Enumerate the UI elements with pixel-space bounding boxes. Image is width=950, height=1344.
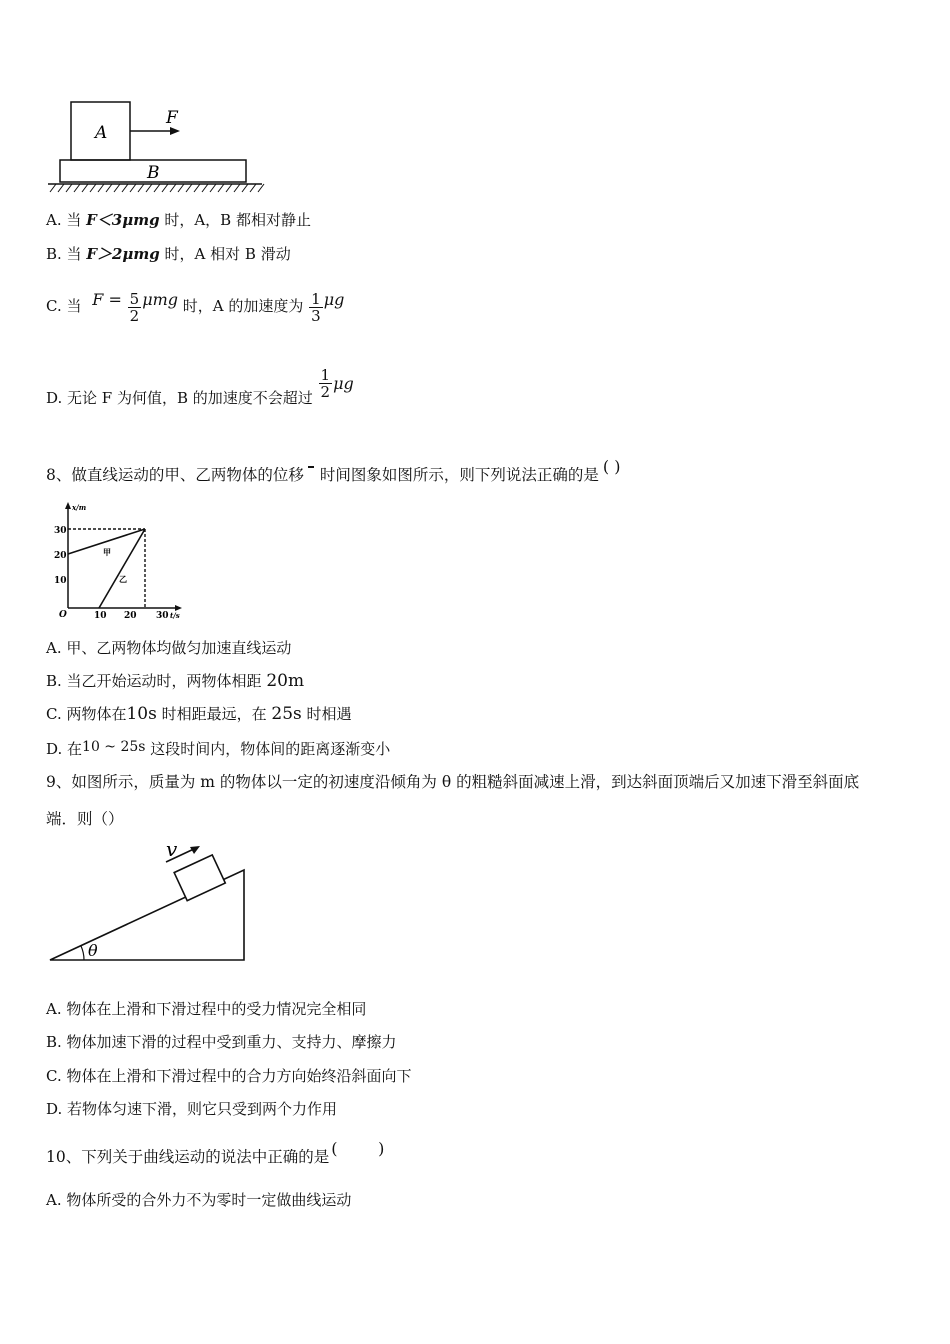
q8-c-value-1: 10s [126,704,157,724]
q8-origin-label: O [59,610,67,620]
q8-d-value: 10 ~ 25s [82,739,146,755]
force-arrow-head [170,127,180,135]
force-label: F [166,108,178,128]
q9-velocity-label: v [166,837,178,861]
q8-y-tick-30: 30 [54,526,67,536]
q10-answer-paren: ( ) [331,1139,385,1158]
q7-c-f-equals: F = [92,290,122,309]
q9-incline-figure [44,836,254,966]
q8-stem: 8、做直线运动的甲、乙两物体的位移 时间图象如图所示，则下列说法正确的是 ( ) [46,457,621,484]
q9-option-b[interactable]: B. 物体加速下滑的过程中受到重力、支持力、摩擦力 [46,1033,397,1051]
q7-c-mumg: μmg [142,290,178,309]
q9-option-a[interactable]: A. 物体在上滑和下滑过程中的受力情况完全相同 [46,1000,367,1018]
q10-option-a[interactable]: A. 物体所受的合外力不为零时一定做曲线运动 [46,1191,352,1209]
q7-option-b[interactable]: B. 当 F＞2μmg 时，A 相对 B 滑动 [46,245,291,263]
q8-x-axis-label: t/s [170,611,180,620]
q8-y-tick-10: 10 [54,576,67,586]
q7-option-c[interactable]: C. 当 F = $\frac{5}{2}$ μmg 时，A 的加速度为 $\frac{1}{3}$ μg [46,289,345,325]
q8-x-tick-20: 20 [124,611,137,621]
block-a-label: A [95,123,108,143]
q8-option-a[interactable]: A. 甲、乙两物体均做匀加速直线运动 [46,639,292,657]
q7-d-fraction-1-2: $\frac{1}{2}$ [320,366,331,401]
plank-b-label: B [147,163,160,183]
q8-yi-label: 乙 [119,574,127,584]
q7-d-mug: μg [333,374,354,393]
q8-answer-paren: ( ) [602,457,621,476]
q7-option-b-condition: F＞2μmg [86,245,160,263]
q8-option-c[interactable]: C. 两物体在10s 时相距最远，在 25s 时相遇 [46,704,352,724]
ground-hatching [50,184,264,192]
q9-angle-arc [81,946,84,960]
q9-option-d[interactable]: D. 若物体匀速下滑，则它只受到两个力作用 [46,1100,338,1118]
q8-x-tick-10: 10 [94,611,107,621]
q7-c-fraction-1-3: $\frac{1}{3}$ [311,289,321,325]
q9-theta-label: θ [88,941,98,960]
q9-block [174,855,225,901]
q8-y-axis-label: x/m [72,503,87,512]
block-on-plank-figure [44,96,274,196]
q7-c-fraction-5-2: $\frac{5}{2}$ [129,289,140,325]
q8-y-tick-20: 20 [54,551,67,561]
q7-option-d[interactable]: D. 无论 F 为何值，B 的加速度不会超过 $\frac{1}{2}$ μg [46,366,354,407]
q7-c-mug: μg [323,290,345,309]
q8-x-tick-30: 30 [156,611,169,621]
q7-option-a-condition: F＜3μmg [86,211,160,229]
q9-stem-line-1: 9、如图所示，质量为 m 的物体以一定的初速度沿倾角为 θ 的粗糙斜面减速上滑，到达斜面顶端后又加速下滑至斜面底 [46,773,860,791]
q8-line-yi [99,529,145,608]
q8-c-value-2: 25s [271,704,302,724]
q10-stem: 10、下列关于曲线运动的说法中正确的是 ( ) [46,1139,385,1166]
q9-stem-line-2: 端．则（） [46,810,124,828]
q7-option-a[interactable]: A. 当 F＜3μmg 时，A，B 都相对静止 [46,211,311,229]
q8-displacement-time-graph [48,500,188,624]
q8-y-axis-arrow [65,502,71,509]
q8-b-value: 20m [266,671,305,691]
q8-option-b[interactable]: B. 当乙开始运动时，两物体相距 20m [46,671,305,691]
q8-jia-label: 甲 [103,547,111,557]
q8-dash-mark [308,466,314,468]
q9-option-c[interactable]: C. 物体在上滑和下滑过程中的合力方向始终沿斜面向下 [46,1067,412,1085]
q8-option-d[interactable]: D. 在10 ~ 25s 这段时间内，物体间的距离逐渐变小 [46,739,391,758]
